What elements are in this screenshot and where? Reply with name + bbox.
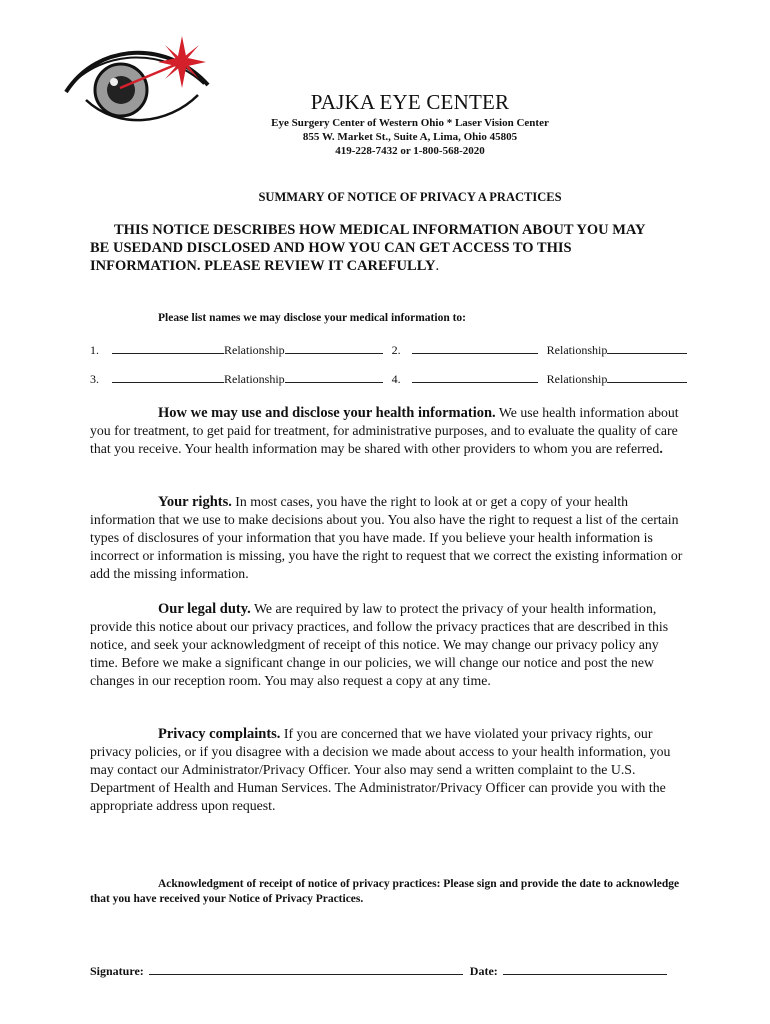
entry-number-3: 3.: [90, 372, 99, 386]
section-use-heading: How we may use and disclose your health information.: [158, 405, 496, 421]
notice-line-3-end: .: [435, 258, 440, 274]
name-field-3[interactable]: [112, 371, 224, 383]
section-complaints-body: If you are concerned that we have violated your privacy rights, our privacy policies, or if you disagree with a decision we made about access to your health information, you may contact our Administrator/Privacy Officer. Your also may send a written complaint to the U.S. Department of Health and Human Services. The Administrator/Privacy Officer can provide you with the appropriate address upon request.: [90, 726, 671, 813]
relationship-field-2[interactable]: [607, 342, 687, 354]
disclosure-row-1: [90, 342, 690, 358]
relationship-field-1[interactable]: [285, 342, 383, 354]
notice-line-1: THIS NOTICE DESCRIBES HOW MEDICAL INFORMATION ABOUT YOU MAY: [114, 222, 646, 238]
section-legal-heading: Our legal duty.: [158, 601, 251, 617]
relationship-label-1: Relationship: [224, 343, 285, 357]
disclosure-prompt: Please list names we may disclose your medical information to:: [158, 312, 467, 324]
acknowledgment-body: Acknowledgment of receipt of notice of privacy practices: Please sign and provide the date to acknowledge that you have received your Notice of Privacy Practices.: [90, 878, 680, 905]
notice-line-3: INFORMATION. PLEASE REVIEW IT CAREFULLY: [90, 258, 436, 274]
section-use-body: We use health information about you for treatment, to get paid for treatment, for administrative purposes, and to evaluate the quality of care that you receive. Your health information may be shared with other providers to whom you are referred: [90, 405, 679, 456]
name-field-4[interactable]: [412, 371, 538, 383]
entry-number-2: 2.: [391, 343, 401, 357]
section-legal-body: We are required by law to protect the privacy of your health information, provide this notice about our privacy practices, and follow the privacy practices that are described in this notice, and seek your acknowledgment of receipt of this notice. We may change our privacy policy any time. Before we make a significant change in our policies, we will change our notice and post the new changes in our reception room. You may also request a copy at any time.: [90, 601, 669, 688]
entry-number-1: 1.: [90, 343, 99, 357]
relationship-label-2: Relationship: [546, 343, 608, 357]
disclosure-row-2: [90, 371, 690, 387]
date-label: Date:: [469, 964, 498, 978]
page-title: PAJKA EYE CENTER: [310, 90, 510, 114]
name-field-1[interactable]: [112, 342, 224, 354]
date-field[interactable]: [503, 963, 667, 975]
section-legal-duty: [90, 600, 690, 690]
section-rights: [90, 493, 690, 583]
signature-field[interactable]: [149, 963, 463, 975]
section-complaints-heading: Privacy complaints.: [158, 726, 281, 742]
name-field-2[interactable]: [412, 342, 538, 354]
signature-row: [90, 963, 690, 979]
entry-number-4: 4.: [391, 372, 401, 386]
section-rights-heading: Your rights.: [158, 494, 232, 510]
notice-line-2: BE USEDAND DISCLOSED AND HOW YOU CAN GET ACCESS TO THIS: [90, 240, 572, 256]
header-subtitle: Eye Surgery Center of Western Ohio * Laser Vision Center: [271, 117, 549, 129]
header-address: 855 W. Market St., Suite A, Lima, Ohio 45805: [302, 131, 518, 143]
section-use-end: .: [659, 441, 663, 456]
acknowledgment-text: [90, 877, 690, 907]
section-privacy-complaints: [90, 725, 690, 815]
section-rights-body: In most cases, you have the right to look at or get a copy of your health information that we use to make decisions about you. You also have the right to request a list of the certain types of disclosures of your information that you have made. If you believe your health information is incorrect or information is missing, you have the right to request that we correct the existing information or add the missing information.: [90, 494, 683, 581]
section-use-disclose: [90, 404, 690, 458]
relationship-field-4[interactable]: [607, 371, 687, 383]
signature-label: Signature:: [90, 964, 144, 978]
relationship-label-4: Relationship: [546, 372, 608, 386]
eye-laser-logo-icon: [58, 30, 218, 130]
relationship-field-3[interactable]: [285, 371, 383, 383]
notice-statement: [90, 221, 690, 275]
relationship-label-3: Relationship: [224, 372, 285, 386]
header-phone: 419-228-7432 or 1-800-568-2020: [335, 145, 485, 157]
summary-title: SUMMARY OF NOTICE OF PRIVACY A PRACTICES: [258, 190, 562, 204]
